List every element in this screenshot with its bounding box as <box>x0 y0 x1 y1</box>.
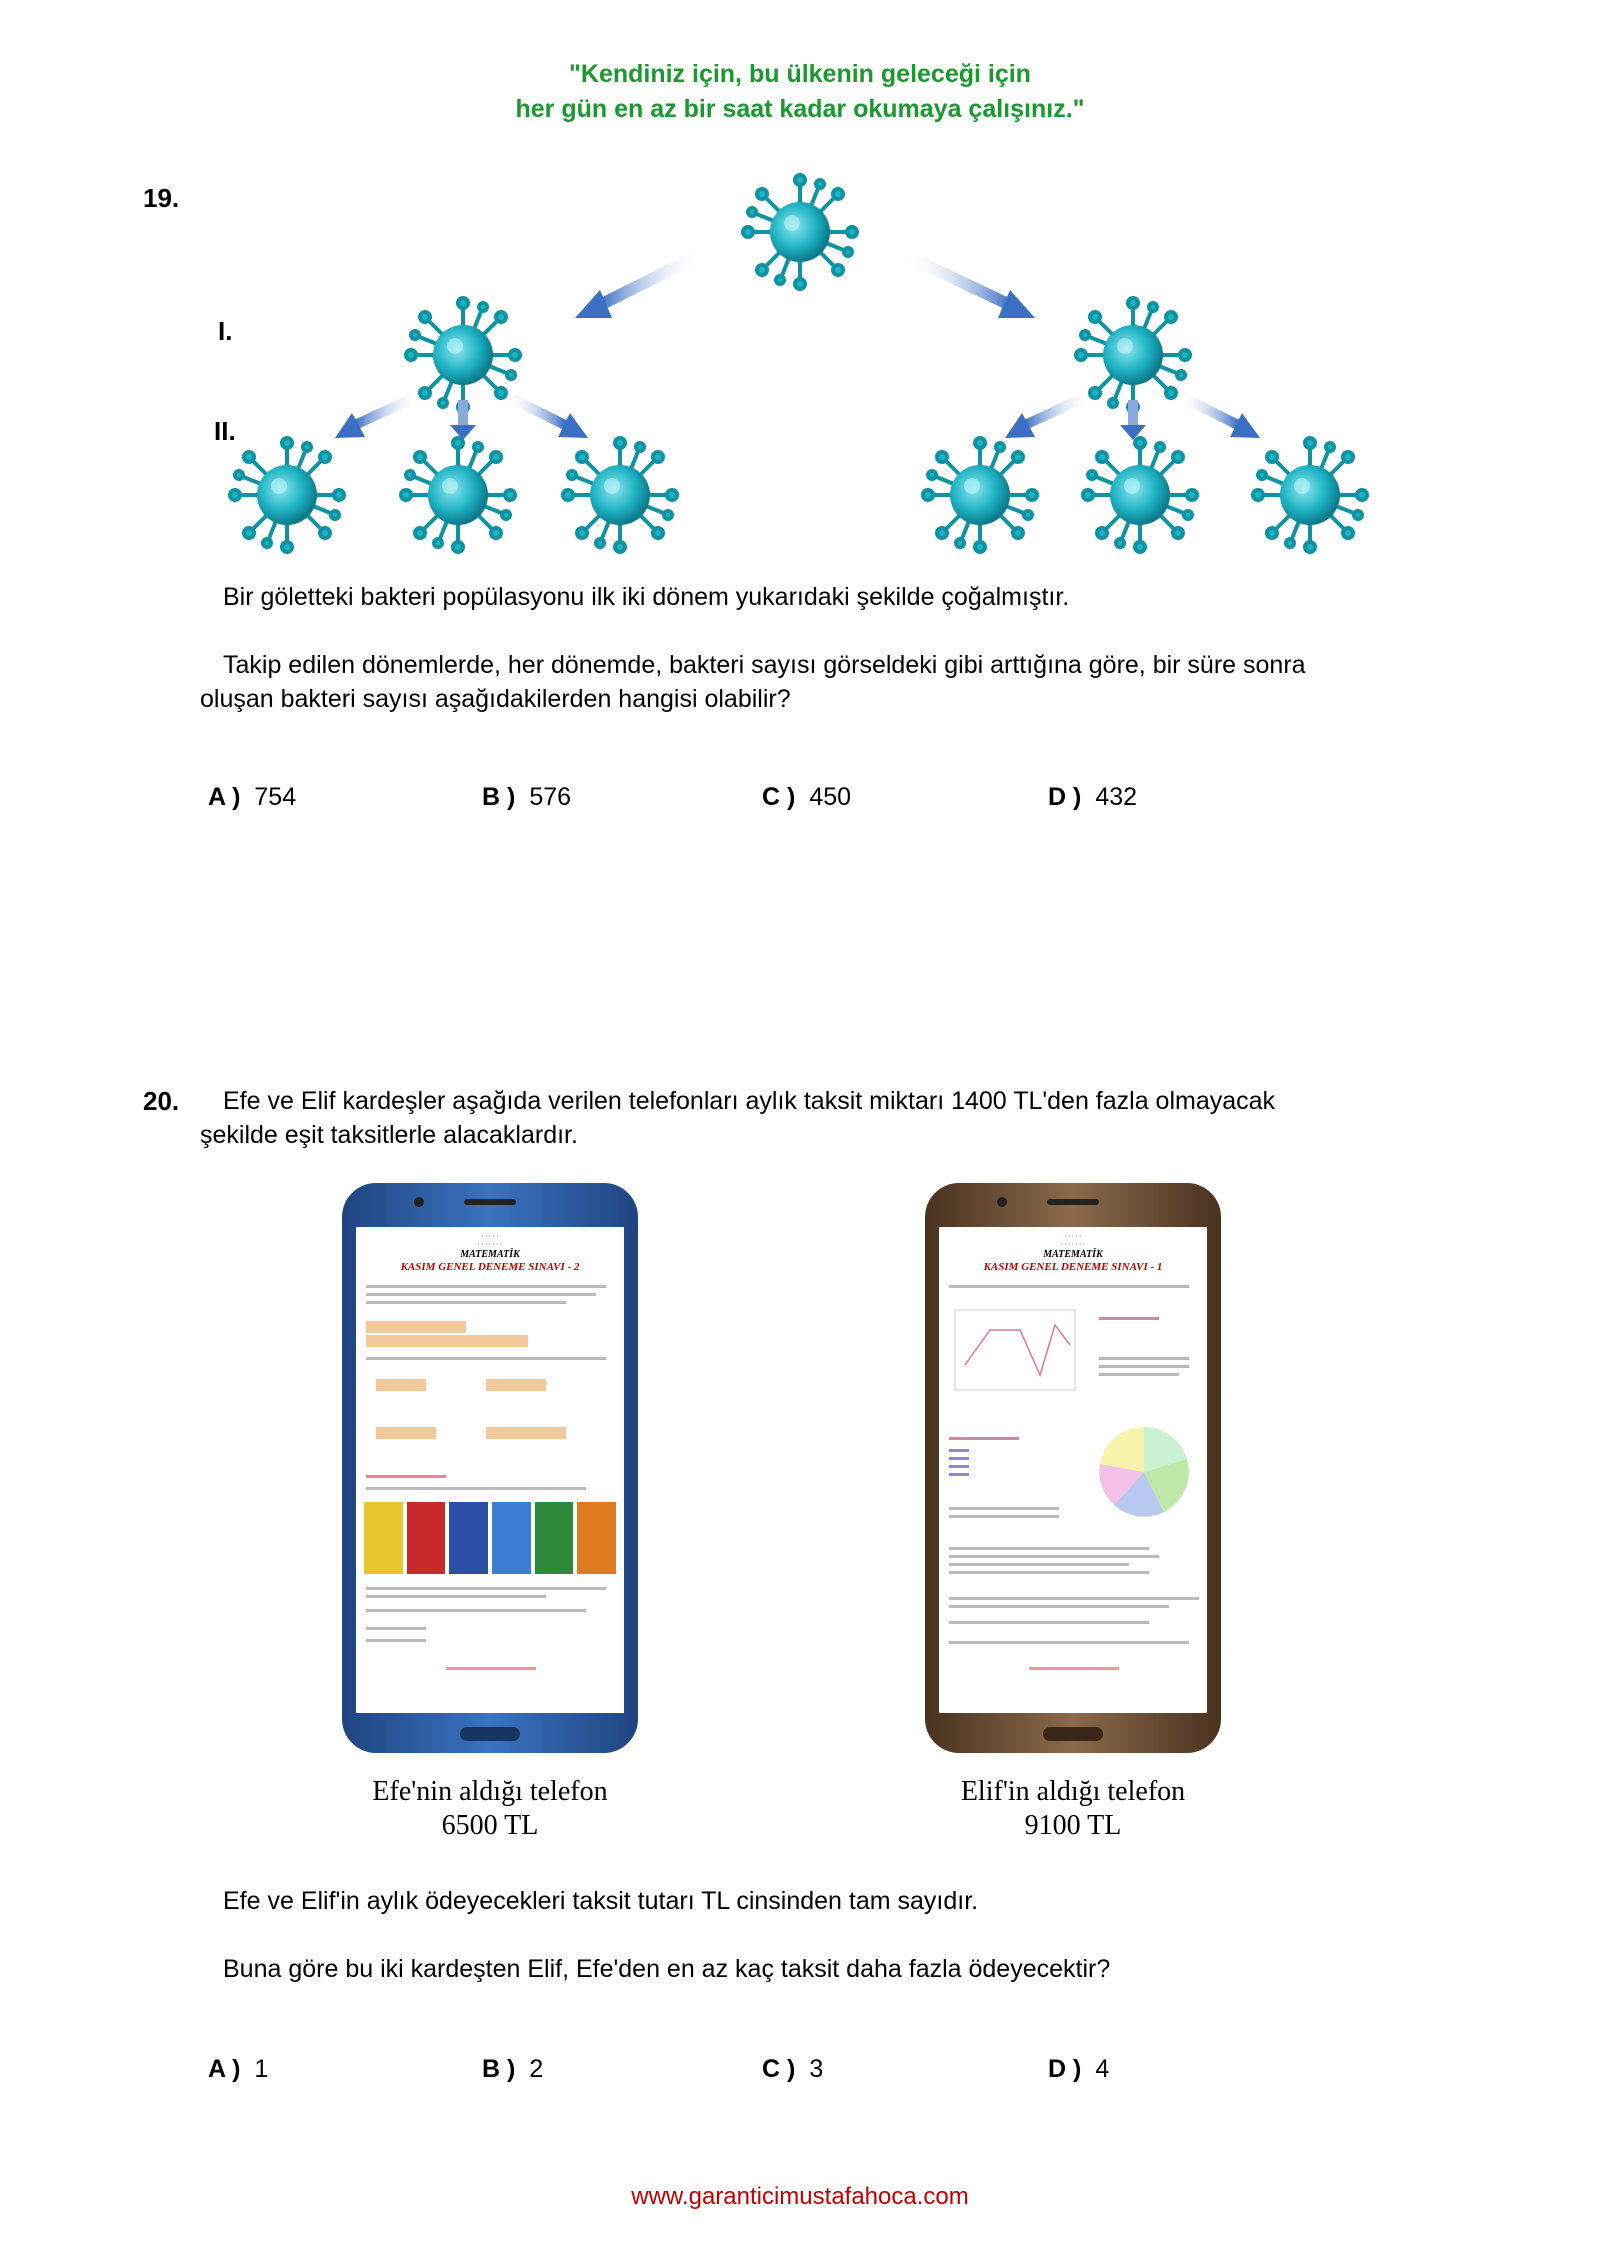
option-value: 1 <box>254 2055 269 2083</box>
q20-option-a[interactable] <box>208 2055 268 2084</box>
option-value: 3 <box>809 2055 824 2083</box>
bacterium-level2 <box>1083 438 1197 552</box>
elif-phone-label: Elif'in aldığı telefon <box>960 1776 1186 1807</box>
screen-motto: · · · · · · · · · · · · <box>1061 1234 1085 1248</box>
option-value: 4 <box>1095 2055 1110 2083</box>
level-1-label: I. <box>218 316 233 346</box>
option-value: 754 <box>254 783 297 811</box>
recycle-bins-image <box>364 1502 616 1574</box>
motto-line-2: her gün en az bir saat kadar okumaya çalışınız." <box>515 95 1085 123</box>
option-letter: A ) <box>208 2055 241 2083</box>
home-button <box>1043 1727 1103 1741</box>
option-letter: D ) <box>1048 783 1082 811</box>
elif-phone-price: 9100 TL <box>1024 1810 1122 1841</box>
screen-title: KASIM GENEL DENEME SINAVI - 2 <box>400 1261 580 1273</box>
screen-heading: MATEMATİK <box>1043 1249 1103 1260</box>
elif-phone-caption <box>873 1775 1273 1843</box>
motto-line-1: "Kendiniz için, bu ülkenin geleceği için <box>569 60 1031 88</box>
q20-intro-2: şekilde eşit taksitlerle alacaklardır. <box>200 1121 578 1149</box>
q20-option-c[interactable] <box>762 2055 823 2084</box>
q19-text-2b: oluşan bakteri sayısı aşağıdakilerden hangisi olabilir? <box>200 685 791 713</box>
q19-option-d[interactable] <box>1048 783 1137 812</box>
efe-phone-caption <box>290 1775 690 1843</box>
question-19-number: 19. <box>143 183 180 213</box>
efe-phone-price: 6500 TL <box>441 1810 539 1841</box>
bacterium-level2 <box>563 438 677 552</box>
option-value: 432 <box>1095 783 1138 811</box>
question-20-number: 20. <box>143 1086 180 1116</box>
screen-pie-chart <box>1079 1422 1207 1522</box>
option-letter: A ) <box>208 783 241 811</box>
q19-option-c[interactable] <box>762 783 851 812</box>
q20-option-b[interactable] <box>482 2055 543 2084</box>
bacterium-level2 <box>401 438 515 552</box>
q19-option-a[interactable] <box>208 783 296 812</box>
option-letter: C ) <box>762 783 796 811</box>
option-letter: B ) <box>482 783 516 811</box>
screen-heading: MATEMATİK <box>460 1249 520 1260</box>
q20-option-d[interactable] <box>1048 2055 1109 2084</box>
footer-link[interactable]: www.garanticimustafahoca.com <box>631 2183 969 2210</box>
bacterium-level1-right <box>1076 298 1190 412</box>
bacterium-level2 <box>923 438 1037 552</box>
option-letter: B ) <box>482 2055 516 2083</box>
q19-text-1: Bir göletteki bakteri popülasyonu ilk iki dönem yukarıdaki şekilde çoğalmıştır. <box>223 583 1070 611</box>
arrow-to-level2 <box>505 395 588 438</box>
bacteria-diagram <box>0 0 1600 560</box>
speaker-icon <box>1047 1199 1099 1205</box>
camera-icon <box>997 1197 1007 1207</box>
q20-text-1: Efe ve Elif'in aylık ödeyecekleri taksit tutarı TL cinsinden tam sayıdır. <box>223 1887 979 1915</box>
option-letter: C ) <box>762 2055 796 2083</box>
arrow-to-level2 <box>1178 395 1260 438</box>
phone-efe <box>342 1183 638 1753</box>
phone-elif <box>925 1183 1221 1753</box>
q19-text-2a: Takip edilen dönemlerde, her dönemde, bakteri sayısı görseldeki gibi arttığına göre, bir süre sonra <box>223 651 1306 679</box>
q20-text-2: Buna göre bu iki kardeşten Elif, Efe'den en az kaç taksit daha fazla ödeyecektir? <box>223 1955 1111 1983</box>
speaker-icon <box>464 1199 516 1205</box>
bacterium-level1-left <box>406 298 520 412</box>
option-value: 450 <box>809 783 852 811</box>
option-value: 576 <box>529 783 572 811</box>
arrow-to-level1-left <box>575 255 700 318</box>
option-value: 2 <box>529 2055 544 2083</box>
level-2-label: II. <box>214 416 236 446</box>
phone-screen <box>939 1227 1207 1713</box>
screen-motto: · · · · · · · · · · · · <box>478 1234 502 1248</box>
arrow-to-level2 <box>335 395 420 438</box>
arrow-to-level2 <box>1120 400 1146 440</box>
bacterium-level2 <box>1253 438 1367 552</box>
arrow-to-level2 <box>450 400 476 440</box>
arrow-to-level1-right <box>905 255 1035 318</box>
q20-intro-1: Efe ve Elif kardeşler aşağıda verilen telefonları aylık taksit miktarı 1400 TL'den fazla olmayacak <box>223 1087 1276 1115</box>
screen-line-chart <box>945 1305 1085 1405</box>
screen-title: KASIM GENEL DENEME SINAVI - 1 <box>983 1261 1163 1273</box>
bacterium-top <box>743 175 857 289</box>
bacterium-level2 <box>230 438 344 552</box>
camera-icon <box>414 1197 424 1207</box>
phone-screen <box>356 1227 624 1713</box>
q19-option-b[interactable] <box>482 783 571 812</box>
efe-phone-label: Efe'nin aldığı telefon <box>372 1776 608 1807</box>
option-letter: D ) <box>1048 2055 1082 2083</box>
arrow-to-level2 <box>1005 395 1090 438</box>
home-button <box>460 1727 520 1741</box>
